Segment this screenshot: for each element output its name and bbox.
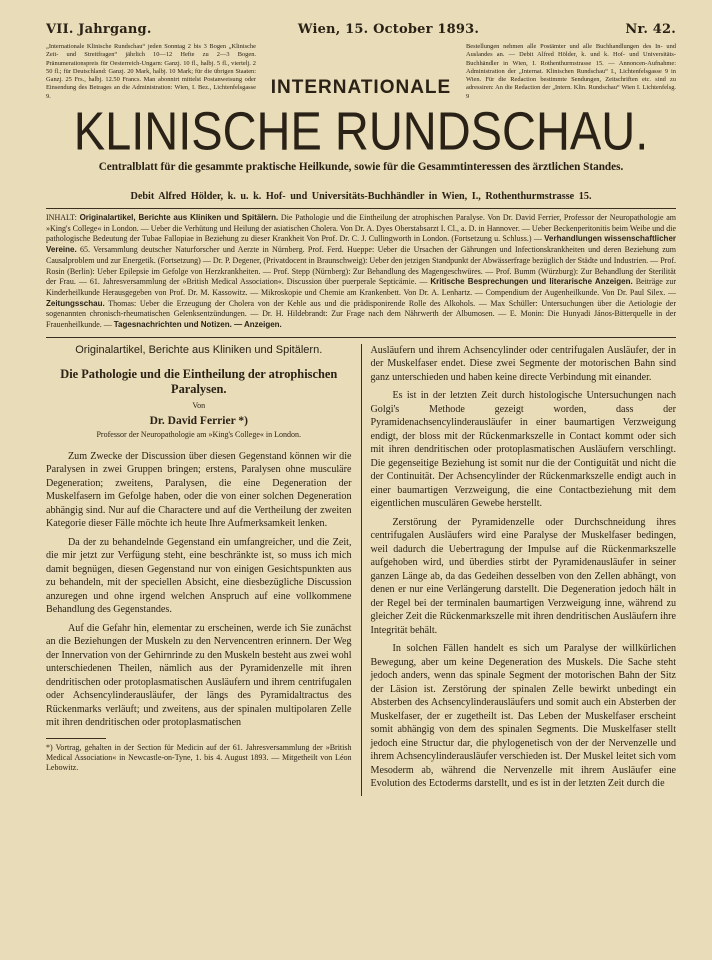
article-columns [46,344,676,796]
subtitle: Centralblatt für die gesammte praktische Heilkunde, sowie für die Gesammtinteressen des ärztlichen Standes. [98,161,624,173]
contents-text-3: Beiträge zur Kinderheilkunde Herausgegeben von Prof. Dr. M. Kassowitz. — Mikroskopie und Chemie am Krankenbett. Von Dr. A. Lenhartz. — Compendium der Augenheilkunde. Von Dr. Paul Silex. — [46,277,676,297]
title-large: KLINISCHE RUNDSCHAU. [73,100,649,162]
footnote: *) Vortrag, gehalten in der Section für Medicin auf der 61. Jahresversammlung der »British Medical Association« in Newcastle-on-Tyne, 1. bis 4. August 1893. — Mitgetheilt von Léon Lebowitz. [46,742,352,772]
contents-text-1: Die Pathologie und die Eintheilung der atrophischen Paralyse. Von Dr. David Ferrier, Professor der Neuropathologie am »King's College« in London. — Ueber die Verhütung und Heilung der asiatischen Cholera. Von Dr. A. Dyes Oberstabsarzt I. Cl., a. D. in Hannover. — Ueber Beckenperitonitis beim Weibe und die pathologische Bedeutung der Tubae Fallopiae in Beziehung zu dieser Krankheit Von Prof. Dr. C. J. Cullingworth in London. (Fortsetzung u. Schluss.) — [46,213,676,244]
publisher-line: Debit Alfred Hölder, k. u. k. Hof- und Universitäts-Buchhändler in Wien, I., Rothenthurmstrasse 15. [130,191,592,202]
contents-section-3: Kritische Besprechungen und literarische Anzeigen. [430,277,633,287]
issue-date: Wien, 15. October 1893. [297,22,480,37]
contents-section-4: Zeitungsschau. [46,298,105,308]
paragraph: Zerstörung der Pyramidenzelle oder Durchschneidung ihres centrifugalen Ausläufers wird eine Paralyse der Muskelfaser bedingen, weil dadurch die Uebertragung der Impulse auf die Rückenmarkszelle aufgehoben wird, und überdies stirbt der Pyramidenausläufer in seiner ganzen Länge ab, da das Gedeihen desselben von den Zellen abhängt, von denen er nur eine Verlängerung darstellt. Die Degeneration jedoch hält in der Regel bei der terminalen baumartigen Verzweigung inne, während zu gleicher Zeit die Rückenmarkszelle mit ihren dendritischen Ausläufern ihre Integrität behält. [370,516,676,636]
right-column [362,344,677,796]
masthead [46,43,676,173]
section-heading: Originalartikel, Berichte aus Kliniken und Spitälern. [75,343,323,356]
contents-section-5: Tagesnachrichten und Notizen. — Anzeigen. [113,320,282,330]
table-of-contents [46,213,676,331]
contents-text-2: 65. Versammlung deutscher Naturforscher und Aerzte in Nürnberg. Prof. Ferd. Hueppe: Ueber die Ursachen der Gährungen und Infectionskrankheiten und deren Beziehung zum Causalproblem und zur Energetik. (Fortsetzung) — Dr. P. Degener, (Privatdocent in Braunschweig): Ueber den jetzigen Standpunkt der Abwässerfrage bezüglich der Städte und Industrien. — Prof. Rosin (Berlin): Ueber Epilepsie im Gefolge von Herzkrankheiten. — Prof. Stepp (Nürnberg): Zur Behandlung des Magengeschwüres. — Prof. Bumm (Würzburg): Zur Behandlung der Sterilität der Frau. — 61. Jahresversammlung der »British Medical Association«. Discussion über puerperale Septicämie. — [46,245,676,287]
issue-header [46,22,676,37]
contents-label: INHALT: [46,213,77,222]
divider [46,337,676,338]
article-title: Die Pathologie und die Eintheilung der atrophischen Paralysen. [60,367,338,397]
contents-text-4: Thomas: Ueber die Erzeugung der Cholera von der Kehle aus und die prädisponirende Rolle des Alkohols. — Max Schüller: Untersuchungen über die Aetiologie der sogenannten chronisch-rheumatischen Gelenksentzündungen. — Dr. H. Hildebrandt: Zur Frage nach dem Nährwerth der Albumosen. — E. Monin: Die Hunyadi János-Bitterquelle in der Frauenheilkunde. — [46,298,676,330]
divider [46,208,676,209]
title-small: INTERNATIONALE [270,77,452,98]
article-author: Dr. David Ferrier *) [149,414,248,427]
contents-section-2: Verhandlungen wissenschaftlicher Vereine. [46,234,677,255]
paragraph: In solchen Fällen handelt es sich um Paralyse der willkürlichen Bewegung, aber um keine Degeneration des Muskels. Die Sache steht jedoch anders, wenn das spinale Segment der motorischen Bahn der Sitz der Läsion ist. Zerstörung der spinalen Zelle bewirkt unbedingt ein Absterben des Achsencylinderausläufers und somit auch ein Absterben der Muskelfaser, der er zugetheilt ist. Das Leben der Muskelfaser erscheint somit abhängig von dem des spinalen Segments. Die Muskelfaser stellt jedoch eine Structur dar, die phylogenetisch von der der Nervenzelle und ihrem Achsencylinderausläufer verschieden ist. Der Muskel leitet sich vom Mesoderm ab, während die Nervenzelle mit ihrem Ausläufer eine Evolution des Ectoderms darstellt, und es ist in der letzten Zeit durch die [370,643,676,790]
footnote-rule [46,738,106,739]
issue-number: Nr. 42. [625,22,676,37]
subscription-info: „Internationale Klinische Rundschau“ jeden Sonntag 2 bis 3 Bogen „Klinische Zeit- und Streitfragen“ jährlich 10—12 Hefte zu 2—3 Bogen. Pränumerationspreis für Oesterreich-Ungarn: Ganzj. 10 fl., halbj. 5 fl., viertelj. 2 50 fl.; für Deutschland: Ganzj. 20 Mark, halbj. 10 Mark; für die übrigen Staaten: Ganzj. 25 Frs., halbj. 12.50 Francs. Man abonnirt mittelst Postanweisung oder Einsendung des Betrages an die Administration: Wien, I. Bez., Lichtenfelsgasse 9. [46,43,256,100]
paragraph: Da der zu behandelnde Gegenstand ein umfangreicher, und die Zeit, die mir jetzt zur Verfügung steht, eine beschränkte ist, so muss ich mich damit begnügen, diesen Gegenstand nur von einigen Gesichtspunkten aus zu behandeln, mit der speciellen Absicht, eine diesbezügliche Discussion anzuregen und ohne irgend welchen Anspruch auf eine vollkommene Behandlung des Gegenstandes. [46,536,352,616]
ordering-info: Bestellungen nehmen alle Postämter und alle Buchhandlungen des In- und Auslandes an. — Debit Alfred Hölder, k. und k. Hof- und Universitäts-Buchhändler in Wien, I. Rothenthurmstrasse 15. — Annoncen-Aufnahme: Administration der „Internat. Klinischen Rundschau“ I., Lichtenfelsgasse 9 in Wien. Für die Redaction bestimmte Sendungen, Zeitschriften etc. sind zu adressiren: An die Redaction der „Intern. Klin. Rundschau“ Wien I. Lichtenfelsg. 9 [466,43,676,100]
volume-label: VII. Jahrgang. [46,22,152,37]
paragraph: Auf die Gefahr hin, elementar zu erscheinen, werde ich Sie zunächst an die Beziehungen der Muskeln zu den Nervencentren erinnern. Der Weg der Innervation von der Gehirnrinde zu den Muskeln besteht aus zwei wohl unterschiedenen Theilen, nämlich aus der Pyramidenzelle mit ihren dendritischen oder protoplasmatischen Ausläufern und ihrem centrifugalen oder Achsencylinderausläufer, der längs des Pyramidaltractus des Rückenmarks verläuft; und zweitens, aus der spinalen multipolaren Zelle mit ihren dendritischen oder protoplasmatischen [46,622,352,729]
contents-section-1: Originalartikel, Berichte aus Kliniken und Spitälern. [79,213,279,222]
author-affiliation: Professor der Neuropathologie am »King's College« in London. [96,430,301,440]
paragraph: Ausläufern und ihrem Achsencylinder oder centrifugalen Ausläufer, der in der Muskelfaser endet. Diese zwei Segmente der motorischen Bahn sind ganz unterschieden und haben keine directe Verbindung mit einander. [370,344,676,383]
byline-von: Von [192,401,206,411]
paragraph: Zum Zwecke der Discussion über diesen Gegenstand können wir die Paralysen in zwei Gruppen bringen; erstens, Paralysen ohne musculäre Degeneration; zweitens, Paralysen, die eine Degeneration der Muskelfasern im Gefolge haben, oder die von einer solchen Degeneration abhängig sind. Nur auf die Charactere und auf die Vertheilung der zweiten Kategorie dieser Fälle möchte ich heute Ihre Aufmerksamkeit lenken. [46,450,352,530]
left-column [46,344,362,796]
paragraph: Es ist in der letzten Zeit durch histologische Untersuchungen nach Golgi's Methode gezeigt worden, dass der Pyramidenachsencylinderausläufer in einer baumartigen Verzweigung endigt, der bloss mit der Rückenmarkszelle in Contact kommt oder sich mit ihren dendritischen oder protoplasmatischen Ausläufern verschlingt. Die gegenseitige Beziehung ist somit nur die der Contiguität und nicht die der Continuität. Der Achsencylinder der Rückenmarkszelle endigt auch in einer baumartigen Verzweigung, die eine Contactbeziehung mit dem eigentlichen musculären Gewebe herstellt. [370,390,676,510]
